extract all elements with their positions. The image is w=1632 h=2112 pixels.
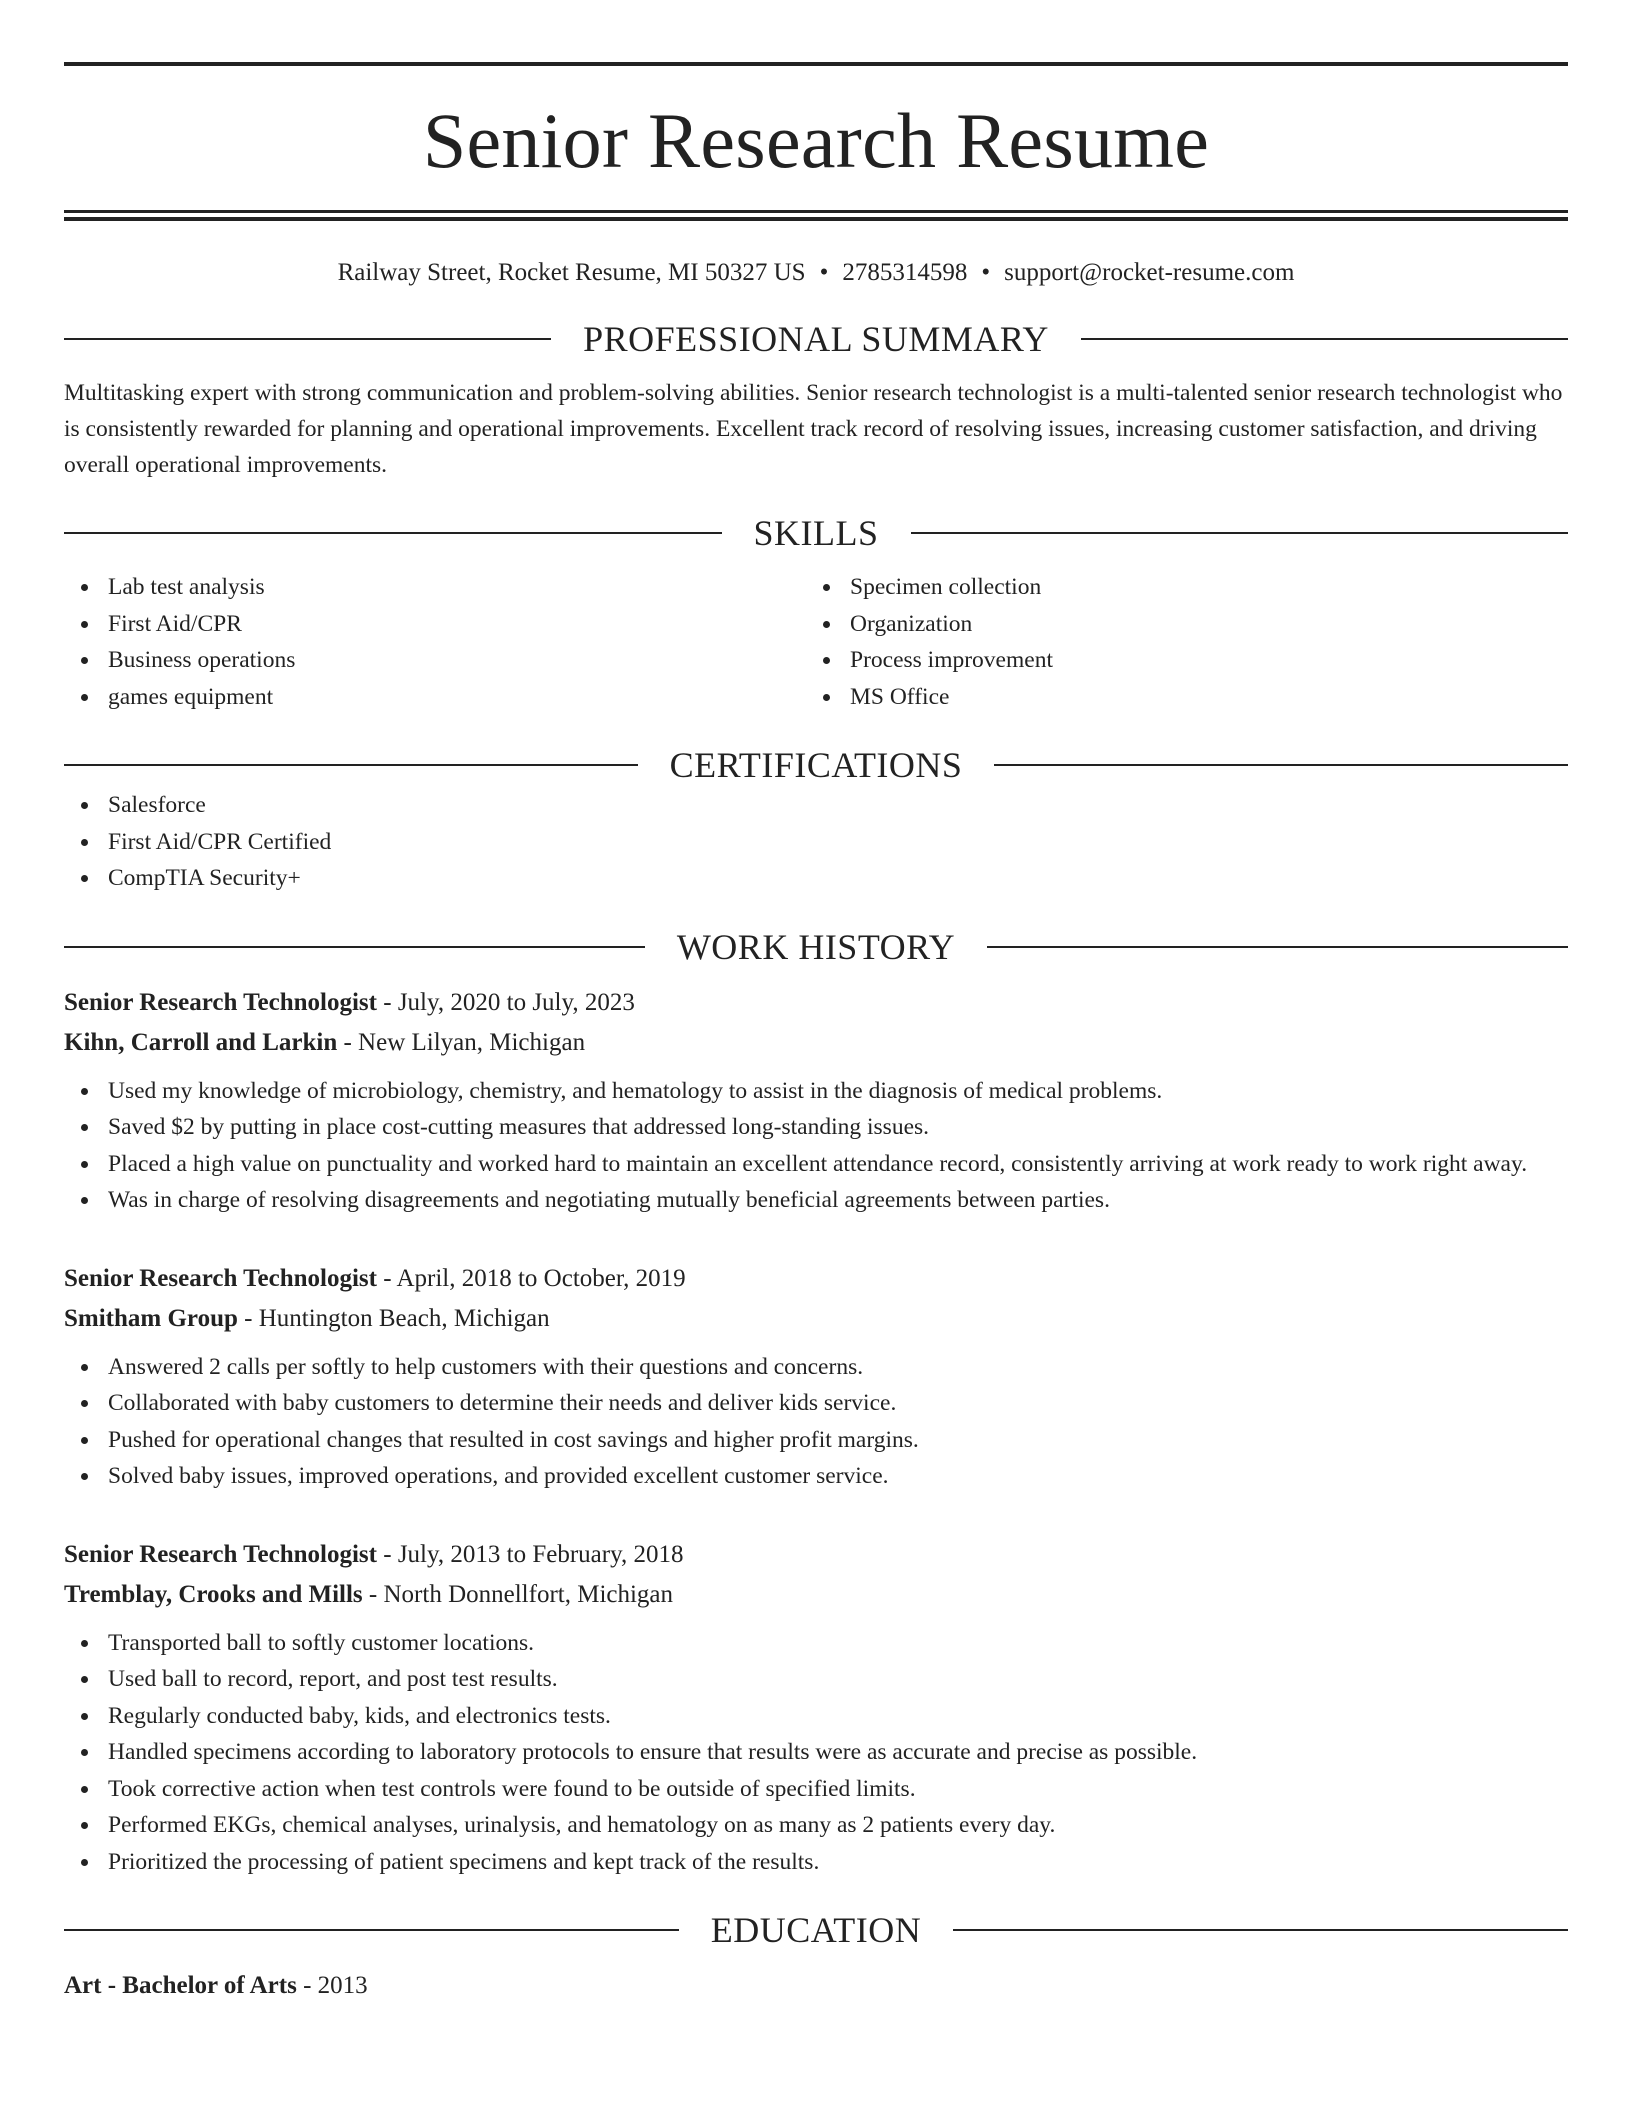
job-title: Senior Research Technologist — [64, 988, 377, 1016]
job-title-line — [64, 983, 1568, 1023]
job-company: Kihn, Carroll and Larkin — [64, 1028, 338, 1056]
skill-item: Specimen collection — [806, 569, 1548, 606]
job-entry — [64, 983, 1568, 1219]
job-duty-item: Used ball to record, report, and post test results. — [64, 1661, 1568, 1698]
skill-item: First Aid/CPR — [64, 606, 806, 643]
certifications-list — [64, 787, 1568, 897]
job-duty-item: Answered 2 calls per softly to help customers with their questions and concerns. — [64, 1349, 1568, 1386]
job-duty-item: Pushed for operational changes that resulted in cost savings and higher profit margins. — [64, 1422, 1568, 1459]
job-title-line — [64, 1259, 1568, 1299]
contact-separator: • — [819, 259, 829, 286]
work-history-list — [64, 983, 1568, 1881]
heading-rule — [64, 946, 645, 948]
title-double-rule — [64, 210, 1568, 221]
section-heading-certifications — [64, 743, 1568, 787]
job-company-line — [64, 1023, 1568, 1063]
job-duty-item: Performed EKGs, chemical analyses, urinalysis, and hematology on as many as 2 patients every day. — [64, 1807, 1568, 1844]
job-duties-list — [64, 1349, 1568, 1495]
skills-column-right — [806, 569, 1548, 715]
job-location: - North Donnellfort, Michigan — [362, 1580, 674, 1608]
job-duties-list — [64, 1073, 1568, 1219]
job-duty-item: Prioritized the processing of patient specimens and kept track of the results. — [64, 1844, 1568, 1881]
job-title: Senior Research Technologist — [64, 1264, 377, 1292]
job-duties-list — [64, 1625, 1568, 1881]
contact-phone: 2785314598 — [842, 259, 968, 286]
resume-title: Senior Research Resume — [422, 97, 1210, 184]
summary-text: Multitasking expert with strong communication and problem-solving abilities. Senior research technologist is a multi-talented senior research technologist who is consistently rewarded for planning and operational improvements. Excellent track record of resolving issues, increasing customer satisfaction, and driving overall operational improvements. — [64, 380, 1563, 478]
top-rule — [64, 62, 1568, 66]
job-duty-item: Transported ball to softly customer locations. — [64, 1625, 1568, 1662]
skill-item: MS Office — [806, 679, 1548, 716]
job-duty-item: Handled specimens according to laboratory protocols to ensure that results were as accurate and precise as possible. — [64, 1734, 1568, 1771]
job-dates: - April, 2018 to October, 2019 — [377, 1264, 686, 1292]
heading-rule — [64, 764, 638, 766]
job-title: Senior Research Technologist — [64, 1540, 377, 1568]
skills-column-left — [64, 569, 806, 715]
job-duty-item: Placed a high value on punctuality and worked hard to maintain an excellent attendance record, consistently arriving at work ready to work right away. — [64, 1146, 1568, 1183]
contact-separator: • — [981, 259, 991, 286]
job-company: Tremblay, Crooks and Mills — [64, 1580, 363, 1608]
resume-page — [64, 62, 1568, 2006]
job-duty-item: Solved baby issues, improved operations, and provided excellent customer service. — [64, 1458, 1568, 1495]
skill-item: Lab test analysis — [64, 569, 806, 606]
job-location: - Huntington Beach, Michigan — [237, 1304, 550, 1332]
skill-item: Process improvement — [806, 642, 1548, 679]
section-title: SKILLS — [753, 513, 879, 553]
heading-rule — [64, 1929, 679, 1931]
contact-email: support@rocket-resume.com — [1004, 259, 1295, 286]
heading-rule — [64, 338, 551, 340]
heading-rule — [987, 946, 1568, 948]
section-heading-summary — [64, 317, 1568, 361]
heading-rule — [994, 764, 1568, 766]
section-title: CERTIFICATIONS — [669, 745, 963, 785]
job-dates: - July, 2020 to July, 2023 — [377, 988, 635, 1016]
education-year: - 2013 — [296, 1972, 368, 1999]
job-duty-item: Regularly conducted baby, kids, and electronics tests. — [64, 1698, 1568, 1735]
education-entry — [64, 1966, 1568, 2006]
heading-rule — [64, 532, 722, 534]
certification-item: First Aid/CPR Certified — [64, 824, 1568, 861]
contact-address: Railway Street, Rocket Resume, MI 50327 US — [337, 259, 806, 286]
job-company-line — [64, 1299, 1568, 1339]
job-title-line — [64, 1535, 1568, 1575]
job-company-line — [64, 1575, 1568, 1615]
heading-rule — [911, 532, 1569, 534]
section-heading-skills — [64, 511, 1568, 555]
job-dates: - July, 2013 to February, 2018 — [377, 1540, 684, 1568]
section-title: WORK HISTORY — [676, 926, 956, 967]
skills-grid — [64, 569, 1568, 715]
job-duty-item: Took corrective action when test controls were found to be outside of specified limits. — [64, 1771, 1568, 1808]
job-duty-item: Saved $2 by putting in place cost-cutting measures that addressed long-standing issues. — [64, 1109, 1568, 1146]
section-title: EDUCATION — [710, 1910, 922, 1950]
job-entry — [64, 1259, 1568, 1495]
job-duty-item: Was in charge of resolving disagreements and negotiating mutually beneficial agreements between parties. — [64, 1182, 1568, 1219]
heading-rule — [953, 1929, 1568, 1931]
job-location: - New Lilyan, Michigan — [337, 1028, 586, 1056]
section-heading-education — [64, 1908, 1568, 1952]
certification-item: Salesforce — [64, 787, 1568, 824]
heading-rule — [1081, 338, 1568, 340]
job-entry — [64, 1535, 1568, 1881]
job-duty-item: Collaborated with baby customers to determine their needs and deliver kids service. — [64, 1385, 1568, 1422]
contact-line — [64, 257, 1568, 289]
section-heading-work — [64, 925, 1568, 969]
certification-item: CompTIA Security+ — [64, 860, 1568, 897]
skill-item: Organization — [806, 606, 1548, 643]
skill-item: games equipment — [64, 679, 806, 716]
section-title: PROFESSIONAL SUMMARY — [583, 319, 1049, 359]
education-degree: Art - Bachelor of Arts — [64, 1972, 297, 1999]
job-duty-item: Used my knowledge of microbiology, chemistry, and hematology to assist in the diagnosis of medical problems. — [64, 1073, 1568, 1110]
job-company: Smitham Group — [64, 1304, 238, 1332]
skill-item: Business operations — [64, 642, 806, 679]
